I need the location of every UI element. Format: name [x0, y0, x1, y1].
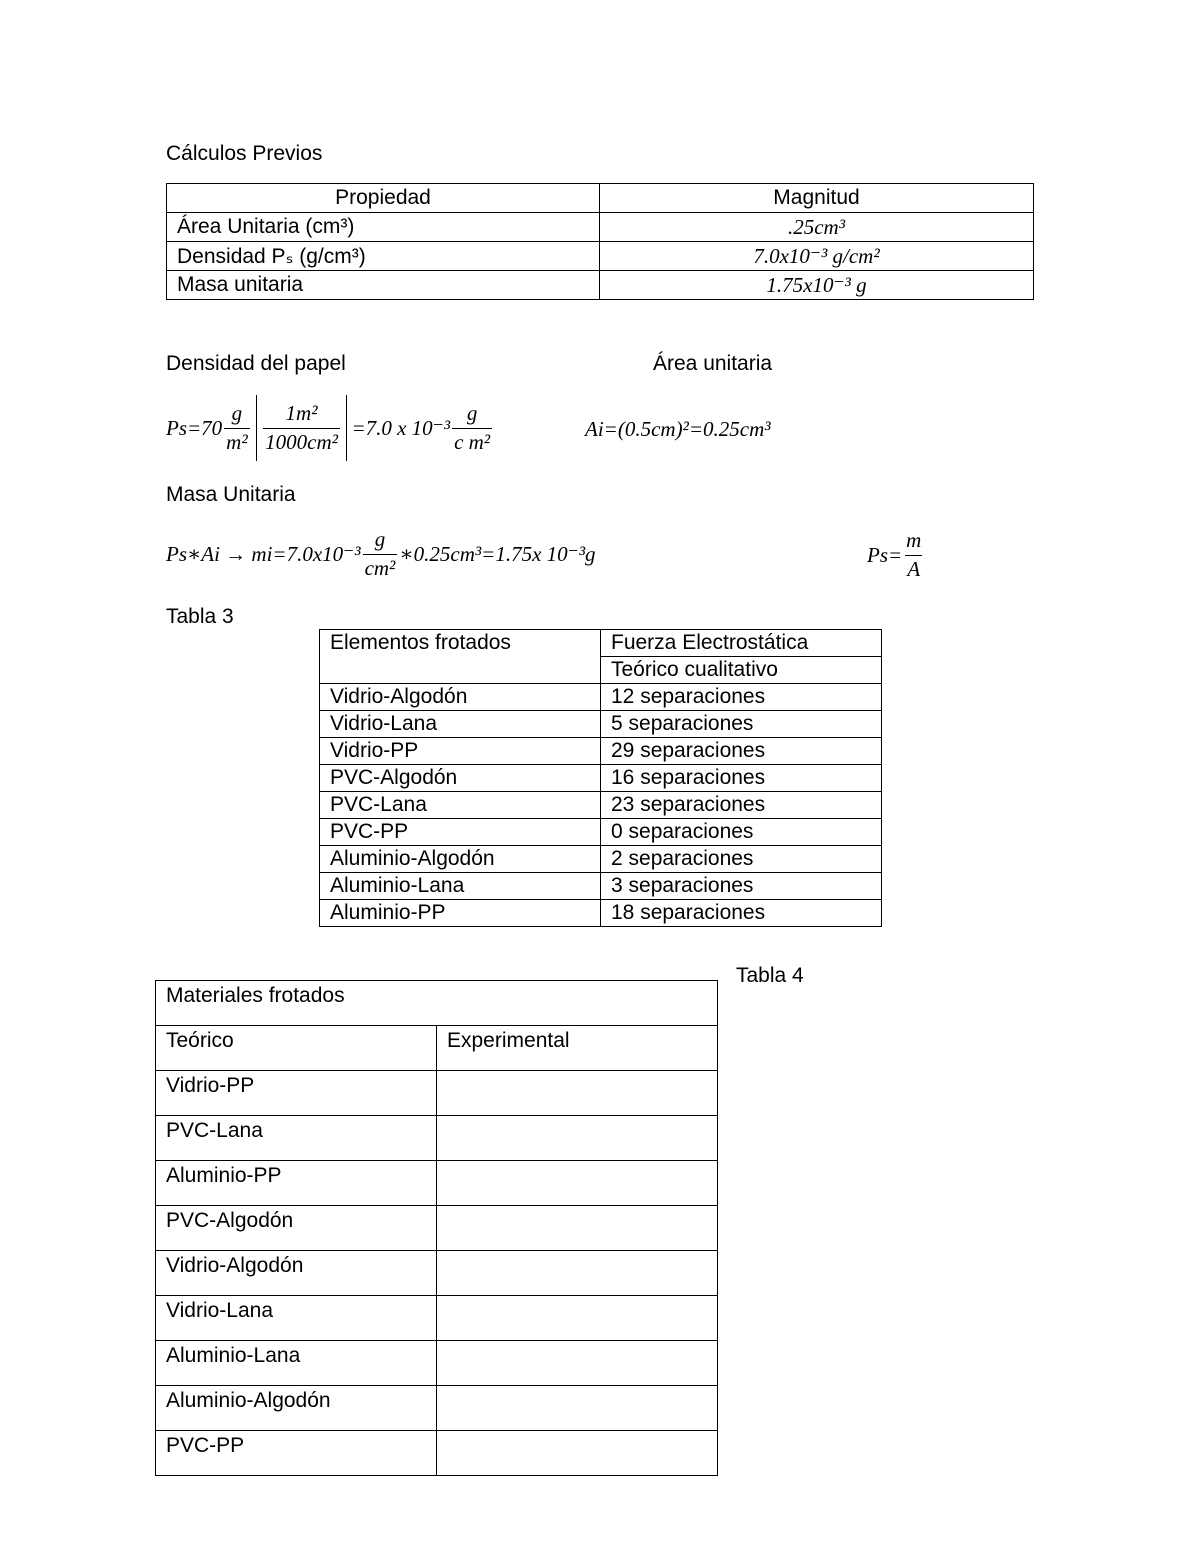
fraction [263, 402, 340, 453]
mag-cell: 7.0x10⁻³ g/cm² [600, 242, 1034, 271]
header-elementos: Elementos frotados [320, 630, 601, 684]
properties-table [166, 183, 1034, 300]
table-row [320, 684, 882, 711]
table-row [320, 819, 882, 846]
numerator: g [231, 401, 243, 426]
subheader-teorico: Teórico cualitativo [601, 657, 882, 684]
density-equation [166, 394, 494, 462]
material-cell: Aluminio-Algodón [320, 846, 601, 873]
tabla3-label: Tabla 3 [166, 605, 234, 628]
material-cell: PVC-Lana [320, 792, 601, 819]
material-cell: PVC-PP [320, 819, 601, 846]
eq-mi-rhs: ∗0.25cm³=1.75x 10⁻³g [399, 541, 596, 566]
denominator: c m² [454, 429, 491, 454]
value-cell: 29 separaciones [601, 738, 882, 765]
material-cell: Vidrio-PP [320, 738, 601, 765]
table-row [156, 1251, 718, 1296]
table-row [320, 711, 882, 738]
table4-title: Materiales frotados [156, 981, 718, 1026]
experimental-cell [437, 1431, 718, 1476]
material-cell: Vidrio-Algodón [156, 1251, 437, 1296]
material-cell: PVC-PP [156, 1431, 437, 1476]
experimental-cell [437, 1386, 718, 1431]
tabla3 [319, 629, 882, 927]
experimental-cell [437, 1296, 718, 1341]
eq-ps-lhs: Ps=70 [166, 415, 223, 440]
table-row [320, 738, 882, 765]
table-row [156, 1071, 718, 1116]
section-densidad: Densidad del papel [166, 352, 346, 375]
material-cell: Vidrio-PP [156, 1071, 437, 1116]
material-cell: PVC-Algodón [320, 765, 601, 792]
material-cell: Aluminio-PP [156, 1161, 437, 1206]
eq-mi-lhs: Ps∗Ai → mi=7.0x10⁻³ [166, 541, 361, 566]
material-cell: Aluminio-Algodón [156, 1386, 437, 1431]
numerator: g [374, 527, 386, 552]
material-cell: Aluminio-PP [320, 900, 601, 927]
table-row [156, 1341, 718, 1386]
numerator: g [466, 401, 478, 426]
value-cell: 18 separaciones [601, 900, 882, 927]
experimental-cell [437, 1251, 718, 1296]
numerator: m [906, 528, 922, 553]
eq-ps-mid: =7.0 x 10⁻³ [351, 415, 451, 440]
table-row [320, 765, 882, 792]
material-cell: Vidrio-Lana [156, 1296, 437, 1341]
material-cell: PVC-Algodón [156, 1206, 437, 1251]
table-row [156, 1296, 718, 1341]
conversion-bar [256, 395, 258, 461]
fraction [224, 402, 249, 453]
table-row [156, 1206, 718, 1251]
tabla4-label: Tabla 4 [736, 964, 804, 987]
value-cell: 2 separaciones [601, 846, 882, 873]
table-row [320, 873, 882, 900]
section-masa: Masa Unitaria [166, 483, 296, 506]
prop-cell: Área Unitaria (cm³) [167, 213, 600, 242]
prop-cell: Masa unitaria [167, 271, 600, 300]
fraction [363, 528, 398, 579]
value-cell: 3 separaciones [601, 873, 882, 900]
page-heading: Cálculos Previos [166, 142, 323, 165]
tabla4 [155, 980, 718, 1476]
header-teorico: Teórico [156, 1026, 437, 1071]
header-propiedad: Propiedad [167, 184, 600, 213]
conversion-bar [346, 395, 348, 461]
eq-ps2-lhs: Ps= [867, 542, 903, 567]
material-cell: Aluminio-Lana [156, 1341, 437, 1386]
header-magnitud: Magnitud [600, 184, 1034, 213]
table-row [156, 1161, 718, 1206]
area-equation: Ai=(0.5cm)²=0.25cm³ [585, 417, 771, 441]
table-row [156, 1431, 718, 1476]
experimental-cell [437, 1341, 718, 1386]
experimental-cell [437, 1116, 718, 1161]
fraction [452, 402, 492, 453]
prop-cell: Densidad Pₛ (g/cm³) [167, 242, 600, 271]
header-fuerza: Fuerza Electrostática [601, 630, 882, 657]
denominator: A [907, 556, 921, 581]
material-cell: Vidrio-Algodón [320, 684, 601, 711]
experimental-cell [437, 1071, 718, 1116]
experimental-cell [437, 1161, 718, 1206]
material-cell: Vidrio-Lana [320, 711, 601, 738]
denominator: cm² [364, 555, 396, 580]
value-cell: 0 separaciones [601, 819, 882, 846]
table-row [156, 1116, 718, 1161]
mass-equation [166, 528, 596, 580]
table-row [156, 1386, 718, 1431]
value-cell: 12 separaciones [601, 684, 882, 711]
header-experimental: Experimental [437, 1026, 718, 1071]
mag-cell: .25cm³ [600, 213, 1034, 242]
table-row [320, 792, 882, 819]
value-cell: 16 separaciones [601, 765, 882, 792]
table-row [320, 846, 882, 873]
material-cell: PVC-Lana [156, 1116, 437, 1161]
value-cell: 5 separaciones [601, 711, 882, 738]
fraction [904, 529, 923, 580]
material-cell: Aluminio-Lana [320, 873, 601, 900]
experimental-cell [437, 1206, 718, 1251]
denominator: m² [226, 429, 248, 454]
numerator: 1m² [285, 401, 318, 426]
mag-cell: 1.75x10⁻³ g [600, 271, 1034, 300]
denominator: 1000cm² [265, 429, 338, 454]
density-formula [867, 530, 925, 580]
table-row [320, 900, 882, 927]
section-area: Área unitaria [653, 352, 773, 375]
value-cell: 23 separaciones [601, 792, 882, 819]
